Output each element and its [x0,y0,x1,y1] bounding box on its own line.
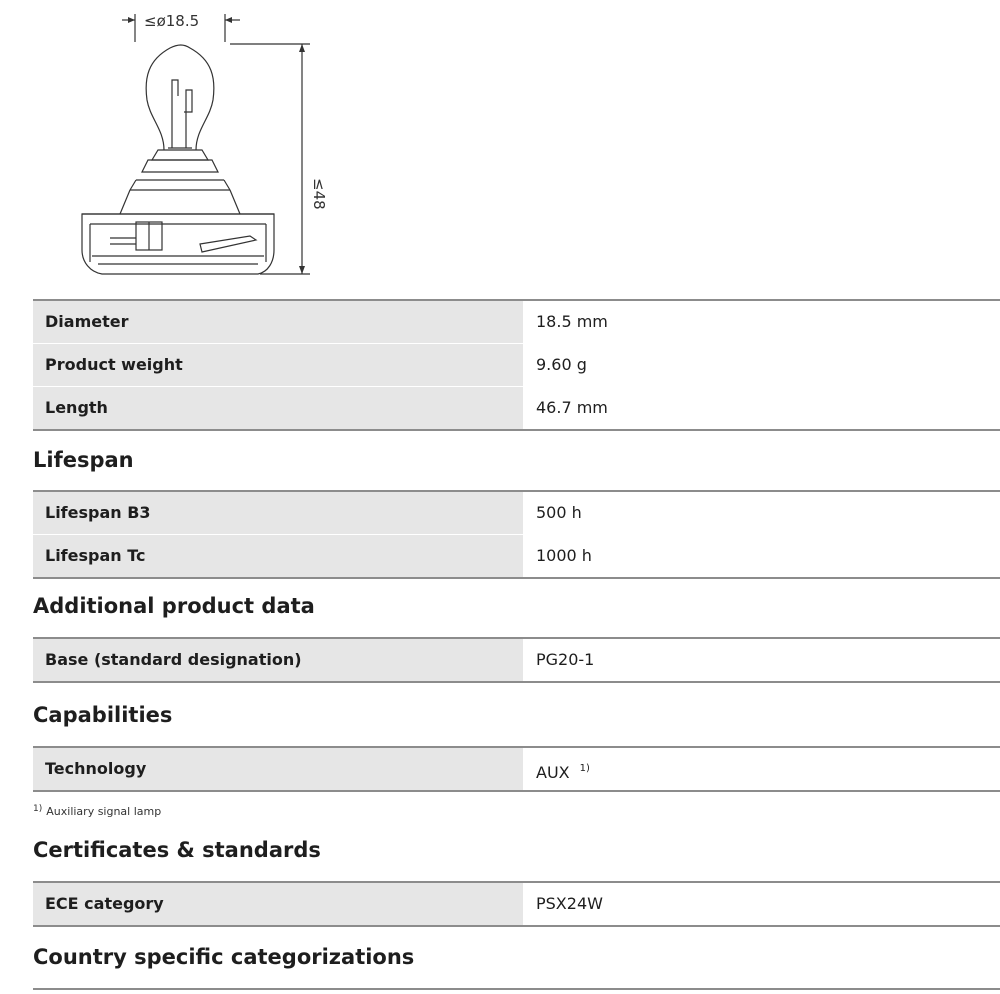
section-title-country: Country specific categorizations [33,945,415,969]
length-dimension-label: ≤48 [310,178,328,210]
spec-label: Base (standard designation) [33,639,523,681]
table-row [33,748,1000,790]
spec-value-text: AUX [536,763,570,782]
bulb-technical-drawing [60,0,340,290]
spec-value [523,748,1000,790]
lifespan-table [33,490,1000,579]
table-row [33,534,1000,577]
spec-value: PSX24W [523,883,1000,925]
spec-value: 9.60 g [523,344,1000,386]
table-top-rule [33,988,1000,990]
spec-label: ECE category [33,883,523,925]
spec-value: 46.7 mm [523,387,1000,429]
section-title-certificates: Certificates & standards [33,838,321,862]
diameter-dimension-label: ≤ø18.5 [144,12,200,30]
table-row [33,343,1000,386]
section-title-lifespan: Lifespan [33,448,134,472]
spec-label: Lifespan Tc [33,535,523,577]
table-bottom-rule [33,790,1000,792]
table-row [33,492,1000,534]
certificates-table [33,881,1000,927]
spec-label: Length [33,387,523,429]
table-row [33,639,1000,681]
footnote-reference: 1) [579,763,590,774]
section-title-capabilities: Capabilities [33,703,173,727]
spec-label: Technology [33,748,523,790]
table-bottom-rule [33,681,1000,683]
section-title-additional: Additional product data [33,594,315,618]
spec-value: 1000 h [523,535,1000,577]
table-row [33,386,1000,429]
dimensions-table [33,299,1000,431]
spec-label: Lifespan B3 [33,492,523,534]
spec-value: PG20-1 [523,639,1000,681]
spec-label: Diameter [33,301,523,343]
footnote-marker: 1) [33,804,43,814]
table-row [33,883,1000,925]
table-row [33,301,1000,343]
table-bottom-rule [33,429,1000,431]
footnote-text: Auxiliary signal lamp [46,805,162,818]
additional-table [33,637,1000,683]
spec-value: 500 h [523,492,1000,534]
table-bottom-rule [33,925,1000,927]
spec-value: 18.5 mm [523,301,1000,343]
table-bottom-rule [33,577,1000,579]
footnote [33,804,161,818]
spec-label: Product weight [33,344,523,386]
capabilities-table [33,746,1000,792]
